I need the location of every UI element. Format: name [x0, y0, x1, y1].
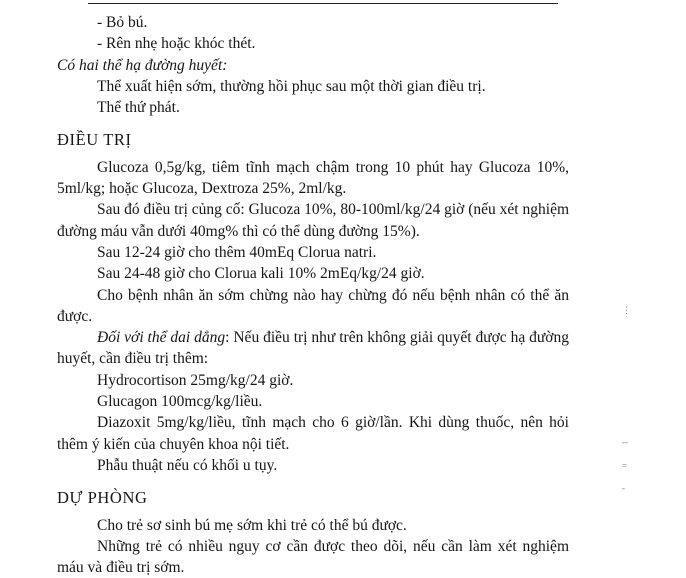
treatment-para-8: Phẫu thuật nếu có khối u tụy. [97, 456, 278, 474]
persistent-form-label: Đối với thể dai dẳng [97, 329, 226, 347]
drug-glucagon: Glucagon 100mcg/kg/liều. [97, 393, 263, 411]
scan-mark: - [622, 483, 625, 493]
symptom-line-1: - Bỏ bú. [97, 14, 148, 31]
treatment-para-2: Sau đó điều trị củng cố: Glucoza 10%, 80-100ml/kg/24 giờ (nếu xét nghiệm đường máu vẫn dưới 40mg% thì có thể dùng đường 15%). [57, 201, 569, 240]
document-page [57, 12, 569, 578]
scan-mark: ⋮ [622, 305, 631, 315]
treatment-para-4: Sau 24-48 giờ cho Clorua kali 10% 2mEq/kg/24 giờ. [97, 265, 425, 283]
scan-mark: = [622, 461, 628, 471]
prevention-para-1: Cho trẻ sơ sinh bú mẹ sớm khi trẻ có thể bú được. [97, 516, 407, 534]
top-rule [88, 3, 558, 4]
treatment-para-1: Glucoza 0,5g/kg, tiêm tĩnh mạch chậm trong 10 phút hay Glucoza 10%, 5ml/kg; hoặc Glucoza, Dextroza 25%, 2ml/kg. [57, 158, 569, 198]
treatment-para-3: Sau 12-24 giờ cho thêm 40mEq Clorua natri. [97, 243, 377, 261]
treatment-heading: ĐIỀU TRỊ [57, 130, 132, 150]
treatment-para-6 [57, 327, 569, 370]
scan-mark: -- [622, 437, 628, 447]
scan-margin-marks [622, 0, 642, 561]
drug-hydrocortison: Hydrocortison 25mg/kg/24 giờ. [97, 371, 294, 389]
persistent-form-text: : Nếu điều trị như trên không giải quyết được hạ đường huyết, cần điều trị thêm: [57, 329, 569, 368]
type-secondary: Thể thứ phát. [97, 99, 180, 117]
symptom-line-2: - Rên nhẹ hoặc khóc thét. [97, 35, 256, 53]
type-early: Thể xuất hiện sớm, thường hồi phục sau một thời gian điều trị. [97, 77, 486, 95]
treatment-para-7: Diazoxit 5mg/kg/liều, tĩnh mạch cho 6 giờ/lần. Khi dùng thuốc, nên hỏi thêm ý kiến của chuyên khoa nội tiết. [57, 414, 569, 453]
treatment-para-5: Cho bệnh nhân ăn sớm chừng nào hay chừng đó nếu bệnh nhân có thể ăn được. [57, 286, 569, 325]
types-intro: Có hai thể hạ đường huyết: [57, 56, 228, 74]
prevention-para-2: Những trẻ có nhiều nguy cơ cần được theo dõi, nếu cần làm xét nghiệm máu và điều trị sớm. [57, 537, 569, 577]
prevention-heading: DỰ PHÒNG [57, 488, 148, 508]
